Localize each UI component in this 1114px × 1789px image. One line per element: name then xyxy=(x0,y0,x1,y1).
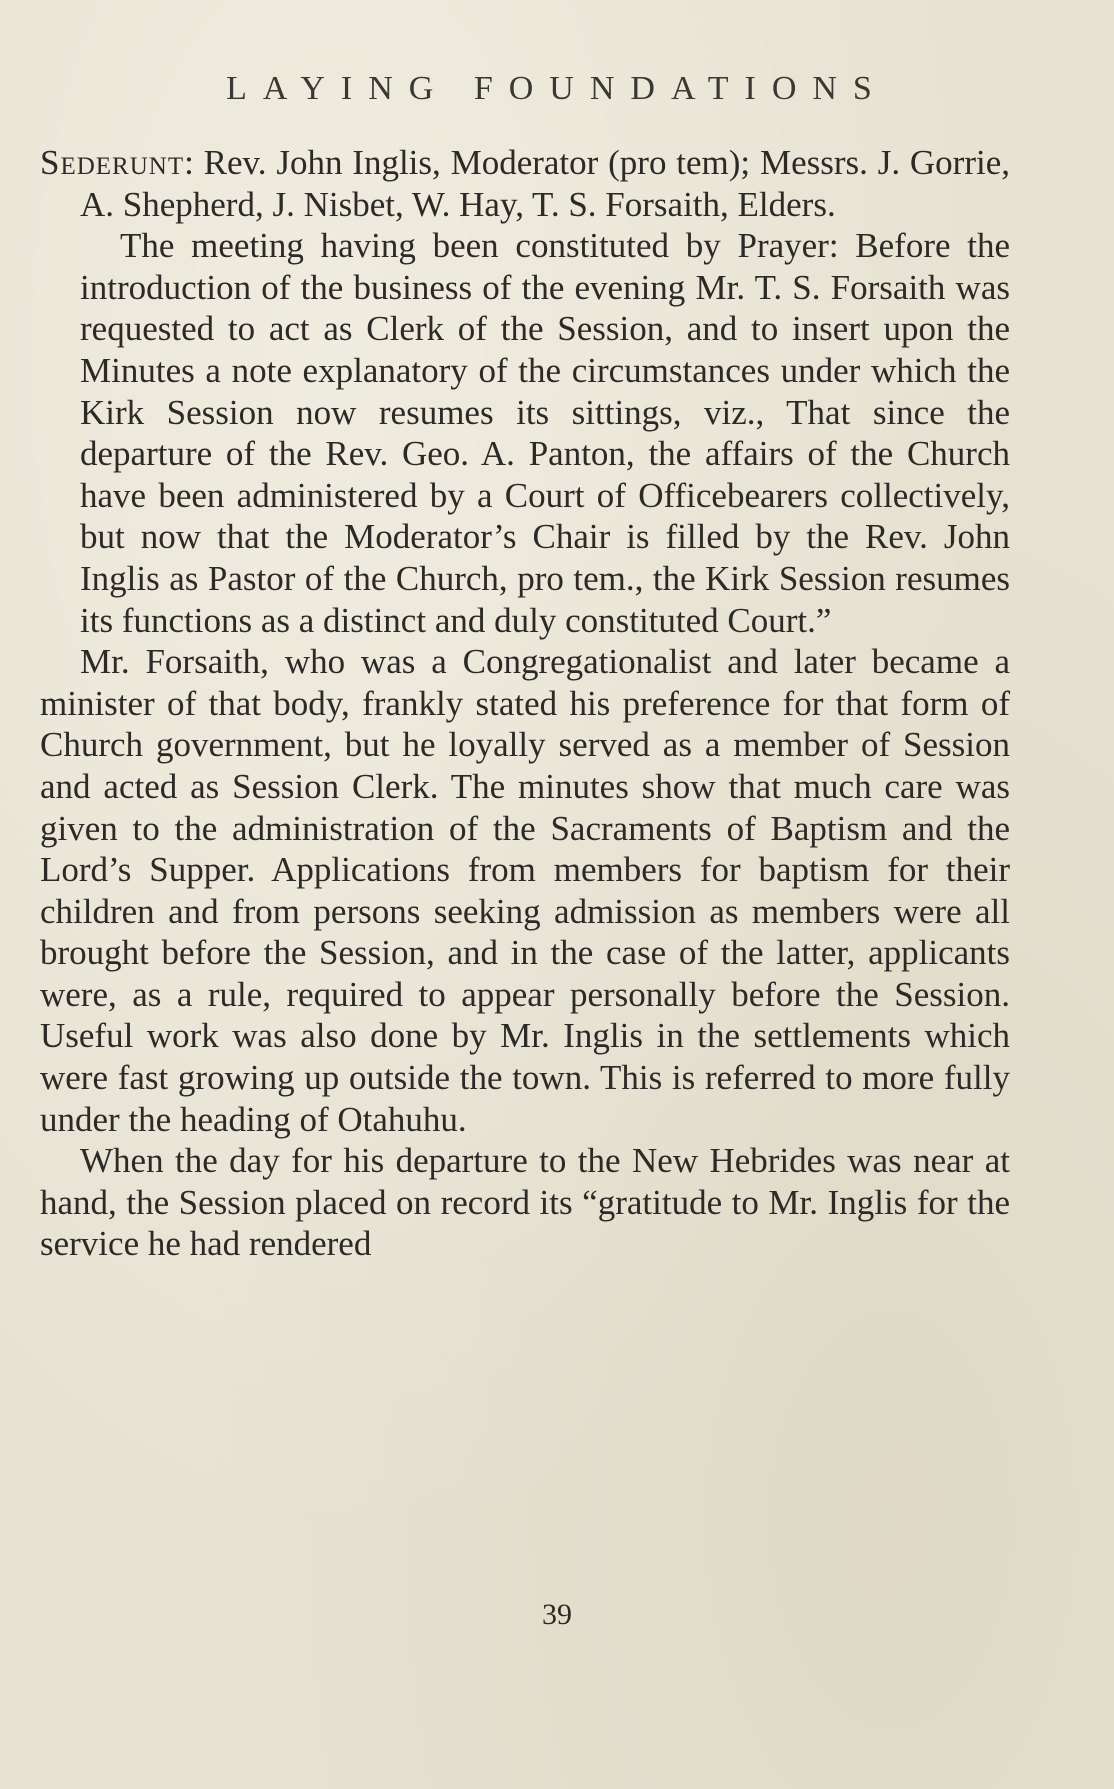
departure-paragraph: When the day for his departure to the New Hebrides was near at hand, the Session placed on record its “gratitude to Mr. Inglis for the service he had rendered xyxy=(40,1141,1010,1264)
sederunt-label: Sederunt xyxy=(40,143,185,182)
sederunt-text: : Rev. John Inglis, Moderator (pro tem); Messrs. J. Gorrie, A. Shepherd, J. Nisbet, W. Hay, T. S. Forsaith, Elders. xyxy=(80,143,1010,224)
page-number: 39 xyxy=(542,1598,572,1631)
body-text xyxy=(40,142,1010,1265)
sederunt-paragraph xyxy=(40,142,1010,225)
running-head: LAYING FOUNDATIONS xyxy=(226,70,888,107)
forsaith-paragraph: Mr. Forsaith, who was a Congregationalist and later became a minister of that body, frankly stated his preference for that form of Church government, but he loyally served as a member of Session and acted as Session Clerk. The minutes show that much care was given to the administration of the Sacraments of Baptism and the Lord’s Supper. Applications from members for baptism for their children and from persons seeking admission as members were all brought before the Session, and in the case of the latter, applicants were, as a rule, required to appear personally before the Session. Useful work was also done by Mr. Inglis in the settlements which were fast growing up outside the town. This is referred to more fully under the heading of Otahuhu. xyxy=(40,642,1010,1139)
minutes-paragraph: The meeting having been constituted by Prayer: Before the introduction of the business of the evening Mr. T. S. Forsaith was requested to act as Clerk of the Session, and to insert upon the Minutes a note explanatory of the circumstances under which the Kirk Session now resumes its sittings, viz., That since the departure of the Rev. Geo. A. Panton, the affairs of the Church have been administered by a Court of Officebearers collectively, but now that the Moderator’s Chair is filled by the Rev. John Inglis as Pastor of the Church, pro tem., the Kirk Session resumes its functions as a distinct and duly constituted Court.” xyxy=(80,226,1010,640)
